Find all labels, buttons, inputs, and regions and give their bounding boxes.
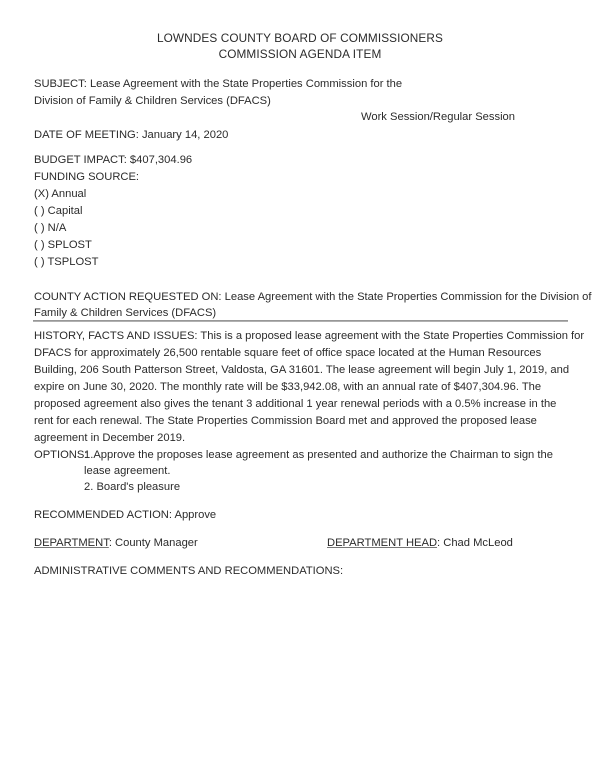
funding-source-label: FUNDING SOURCE:: [34, 171, 140, 183]
funding-option-annual: [34, 186, 86, 202]
funding-option-label: TSPLOST: [47, 256, 99, 268]
funding-option-label: SPLOST: [47, 239, 92, 251]
department-head: [327, 535, 513, 551]
checkbox-mark: ( ): [34, 239, 45, 251]
history-facts-issues: [34, 328, 585, 447]
options-label: OPTIONS:: [34, 449, 88, 461]
funding-option-label: Annual: [51, 188, 87, 200]
county-action-line-2: Family & Children Services (DFACS): [34, 307, 217, 319]
history-line: proposed agreement also gives the tenant 3 additional 1 year renewal periods with a 0.5% increase in the: [34, 398, 557, 410]
department-label: DEPARTMENT: [34, 537, 109, 549]
funding-option-na: [34, 220, 66, 236]
funding-option-label: Capital: [47, 205, 83, 217]
board-title: LOWNDES COUNTY BOARD OF COMMISSIONERS: [157, 31, 443, 45]
history-line: agreement in December 2019.: [34, 432, 186, 444]
history-line: expire on June 30, 2020. The monthly rate will be $33,942.08, with an annual rate of $407,304.96. The: [34, 381, 542, 393]
funding-option-label: N/A: [47, 222, 67, 234]
option-1-line-2: lease agreement.: [84, 465, 171, 477]
funding-option-tsplost: [34, 254, 98, 270]
checkbox-mark: ( ): [34, 222, 45, 234]
agenda-item-title: COMMISSION AGENDA ITEM: [218, 47, 382, 61]
subject-line-2: Division of Family & Children Services (DFACS): [34, 95, 271, 107]
recommended-action: RECOMMENDED ACTION: Approve: [34, 509, 217, 521]
option-1-line-1: 1.Approve the proposes lease agreement as presented and authorize the Chairman to sign the: [84, 449, 553, 461]
checkbox-mark: ( ): [34, 256, 45, 268]
history-line: rent for each renewal. The State Properties Commission Board met and approved the proposed lease: [34, 415, 537, 427]
session-type: Work Session/Regular Session: [361, 111, 516, 123]
checkbox-mark: ( ): [34, 205, 45, 217]
department-value: : County Manager: [108, 537, 198, 549]
county-action-line-1: COUNTY ACTION REQUESTED ON: Lease Agreement with the State Properties Commission for the Division of: [34, 291, 592, 303]
checkbox-mark: (X): [34, 188, 49, 200]
date-of-meeting: DATE OF MEETING: January 14, 2020: [34, 129, 229, 141]
department: [34, 535, 198, 551]
department-head-value: : Chad McLeod: [437, 537, 513, 549]
option-2: 2. Board's pleasure: [84, 481, 181, 493]
funding-option-capital: [34, 203, 83, 219]
budget-impact: BUDGET IMPACT: $407,304.96: [34, 154, 193, 166]
history-line: Building, 206 South Patterson Street, Valdosta, GA 31601. The lease agreement will begin July 1, 2019, and: [34, 364, 570, 376]
history-line: HISTORY, FACTS AND ISSUES: This is a proposed lease agreement with the State Properties Commission for: [34, 330, 585, 342]
subject-line-1: SUBJECT: Lease Agreement with the State Properties Commission for the: [34, 78, 403, 90]
department-head-label: DEPARTMENT HEAD: [327, 537, 438, 549]
admin-comments-heading: ADMINISTRATIVE COMMENTS AND RECOMMENDATIONS:: [34, 565, 344, 577]
funding-option-splost: [34, 237, 92, 253]
history-line: DFACS for approximately 26,500 rentable square feet of office space located at the Human Resources: [34, 347, 542, 359]
section-divider: [33, 320, 568, 322]
